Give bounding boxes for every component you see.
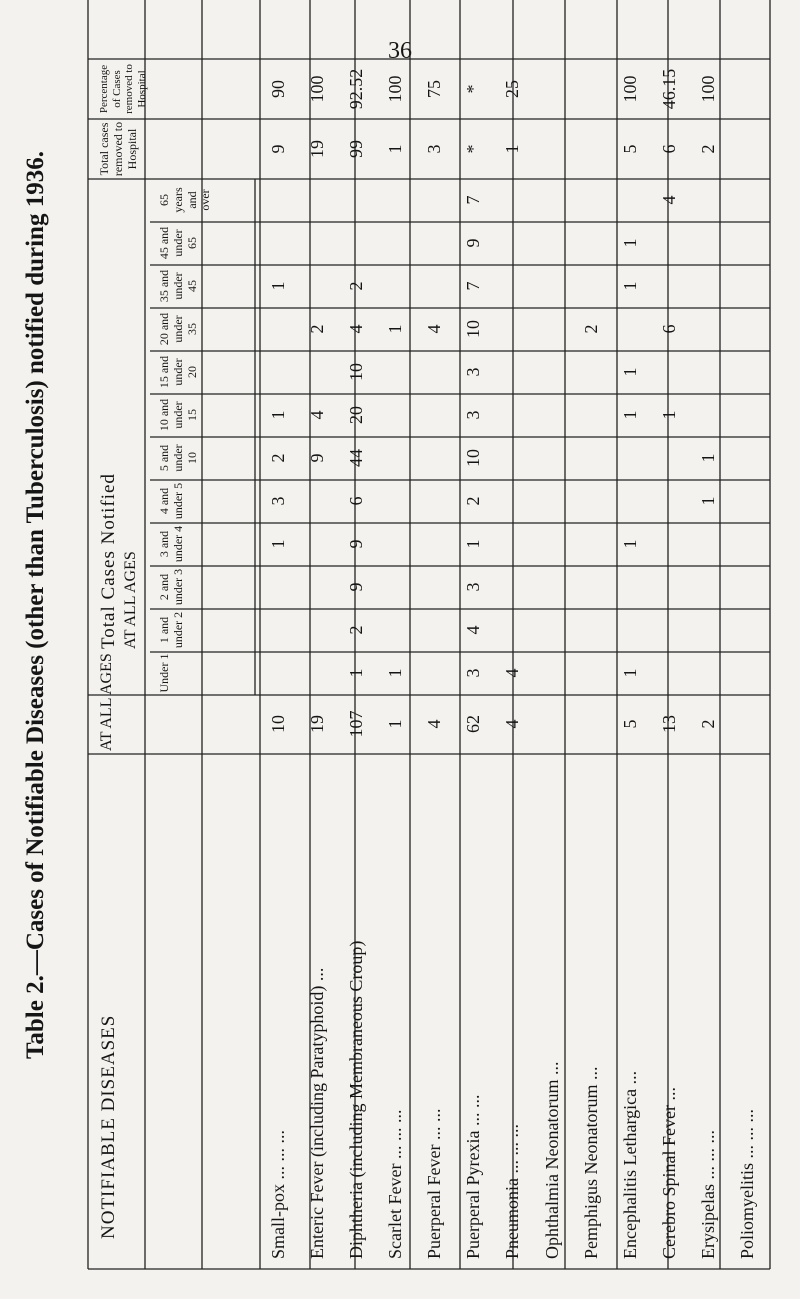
cell-all-ages: 4 — [502, 719, 523, 729]
header-removed-to-hospital: Total cases removed to Hospital — [97, 121, 139, 177]
cell-percentage: 100 — [697, 75, 718, 103]
cell-age-0: 4 — [502, 668, 523, 678]
cell-percentage: 100 — [619, 75, 640, 103]
cell-removed: 1 — [502, 144, 523, 154]
cell-age-6: 1 — [658, 410, 679, 420]
cell-age-2: 9 — [346, 582, 367, 592]
cell-age-8: 1 — [385, 324, 406, 334]
cell-age-9: 7 — [463, 281, 484, 291]
disease-name: Small-pox ... ... ... — [268, 1130, 288, 1259]
header-percentage-removed: Percentage of Cases removed to Hospital — [98, 64, 148, 114]
cell-age-8: 4 — [424, 324, 445, 334]
disease-name: Erysipelas ... ... ... — [697, 1130, 718, 1259]
age-header-6: 10 and under 15 — [157, 398, 199, 432]
cell-age-4: 1 — [697, 496, 718, 506]
cell-age-6: 4 — [307, 410, 328, 420]
cell-age-0: 3 — [463, 668, 484, 678]
header-at-all-ages-sub: AT ALL AGES — [122, 551, 139, 649]
cell-age-9: 2 — [346, 281, 367, 291]
disease-name: Puerperal Pyrexia ... ... — [463, 1094, 484, 1259]
cell-age-4: 2 — [463, 496, 484, 506]
cell-percentage: 25 — [502, 80, 523, 98]
cell-percentage: 46.15 — [658, 68, 679, 110]
cell-all-ages: 13 — [658, 715, 679, 733]
cell-removed: 3 — [424, 144, 445, 154]
cell-removed: 6 — [658, 144, 679, 154]
cell-age-5: 1 — [697, 453, 718, 463]
cell-all-ages: 5 — [619, 719, 640, 729]
cell-all-ages: 62 — [463, 715, 484, 733]
age-header-3: 3 and under 4 — [157, 525, 185, 563]
disease-name: Poliomyelitis ... ... ... — [736, 1108, 757, 1259]
cell-removed: 1 — [385, 144, 406, 154]
cell-age-7: 3 — [463, 367, 484, 377]
cell-all-ages: 107 — [346, 710, 367, 738]
page-number: 36 — [388, 38, 412, 64]
header-notifiable-diseases: NOTIFIABLE DISEASES — [98, 1014, 119, 1239]
cell-age-8: 2 — [307, 324, 328, 334]
age-header-1: 1 and under 2 — [157, 611, 185, 649]
disease-name: Enteric Fever (including Paratyphoid) ... — [307, 967, 328, 1259]
cell-age-11: 4 — [658, 195, 679, 205]
cell-age-3: 9 — [346, 539, 367, 549]
cell-age-3: 1 — [268, 539, 288, 549]
age-header-2: 2 and under 3 — [157, 568, 185, 606]
cell-age-1: 4 — [463, 625, 484, 635]
cell-age-5: 44 — [346, 449, 367, 467]
disease-name: Diphtheria (including Membraneous Croup) — [346, 940, 367, 1259]
disease-name: Puerperal Fever ... ... — [424, 1108, 445, 1259]
cell-age-6: 3 — [463, 410, 484, 420]
age-header-7: 15 and under 20 — [157, 355, 199, 389]
cell-percentage: 100 — [385, 75, 406, 103]
cell-age-2: 3 — [463, 582, 484, 592]
disease-name: Pneumonia ... ... ... — [502, 1124, 523, 1259]
cell-age-4: 3 — [268, 496, 288, 506]
cell-age-5: 2 — [268, 453, 288, 463]
cell-all-ages: 2 — [697, 719, 718, 729]
cell-all-ages: 10 — [268, 715, 288, 733]
cell-all-ages: 19 — [307, 715, 328, 733]
cell-percentage: 90 — [268, 80, 288, 98]
cell-age-7: 10 — [346, 363, 367, 381]
disease-name: Cerebro Spinal Fever ... — [658, 1087, 679, 1259]
cell-age-4: 6 — [346, 496, 367, 506]
cell-percentage: * — [463, 84, 484, 94]
age-header-9: 35 and under 45 — [157, 269, 199, 303]
disease-name: Encephalitis Lethargica ... — [619, 1070, 640, 1259]
cell-age-7: 1 — [619, 367, 640, 377]
cell-all-ages: 1 — [385, 719, 406, 729]
cell-age-3: 1 — [463, 539, 484, 549]
cell-age-0: 1 — [385, 668, 406, 678]
cell-removed: 19 — [307, 140, 328, 158]
cell-age-6: 1 — [619, 410, 640, 420]
cell-age-10: 1 — [619, 238, 640, 248]
cell-percentage: 100 — [307, 75, 328, 103]
cell-age-9: 1 — [268, 281, 288, 291]
cell-age-1: 2 — [346, 625, 367, 635]
cell-age-0: 1 — [346, 668, 367, 678]
disease-name: Scarlet Fever ... ... ... — [385, 1109, 406, 1259]
cell-age-3: 1 — [619, 539, 640, 549]
cell-age-8: 6 — [658, 324, 679, 334]
age-header-4: 4 and under 5 — [157, 482, 185, 520]
age-header-11: 65 years and over — [157, 187, 213, 213]
disease-name: Pemphigus Neonatorum ... — [580, 1066, 601, 1259]
cell-age-5: 9 — [307, 453, 328, 463]
cell-age-0: 1 — [619, 668, 640, 678]
table-caption: Table 2.—Cases of Notifiable Diseases (other than Tuberculosis) notified during 1936. — [22, 151, 49, 1059]
age-header-10: 45 and under 65 — [157, 226, 199, 260]
cell-age-11: 7 — [463, 195, 484, 205]
cell-percentage: 75 — [424, 80, 445, 98]
cell-removed: * — [463, 144, 484, 154]
cell-removed: 2 — [697, 144, 718, 154]
cell-all-ages: 4 — [424, 719, 445, 729]
cell-age-5: 10 — [463, 449, 484, 467]
age-header-0: Under 1 — [157, 653, 171, 693]
cell-age-8: 4 — [346, 324, 367, 334]
cell-age-9: 1 — [619, 281, 640, 291]
header-at-all-ages: AT ALL AGES — [98, 653, 115, 751]
cell-age-6: 20 — [346, 406, 367, 424]
age-header-8: 20 and under 35 — [157, 312, 199, 346]
cell-removed: 99 — [346, 140, 367, 158]
cell-age-6: 1 — [268, 410, 288, 420]
cell-age-8: 2 — [580, 324, 601, 334]
cell-removed: 5 — [619, 144, 640, 154]
age-header-5: 5 and under 10 — [157, 444, 199, 472]
cell-percentage: 92.52 — [346, 68, 367, 110]
disease-name: Ophthalmia Neonatorum ... — [541, 1061, 562, 1259]
header-total-cases-notified: Total Cases Notified — [98, 473, 119, 649]
cell-age-8: 10 — [463, 320, 484, 338]
cell-removed: 9 — [268, 144, 288, 154]
cell-age-10: 9 — [463, 238, 484, 248]
